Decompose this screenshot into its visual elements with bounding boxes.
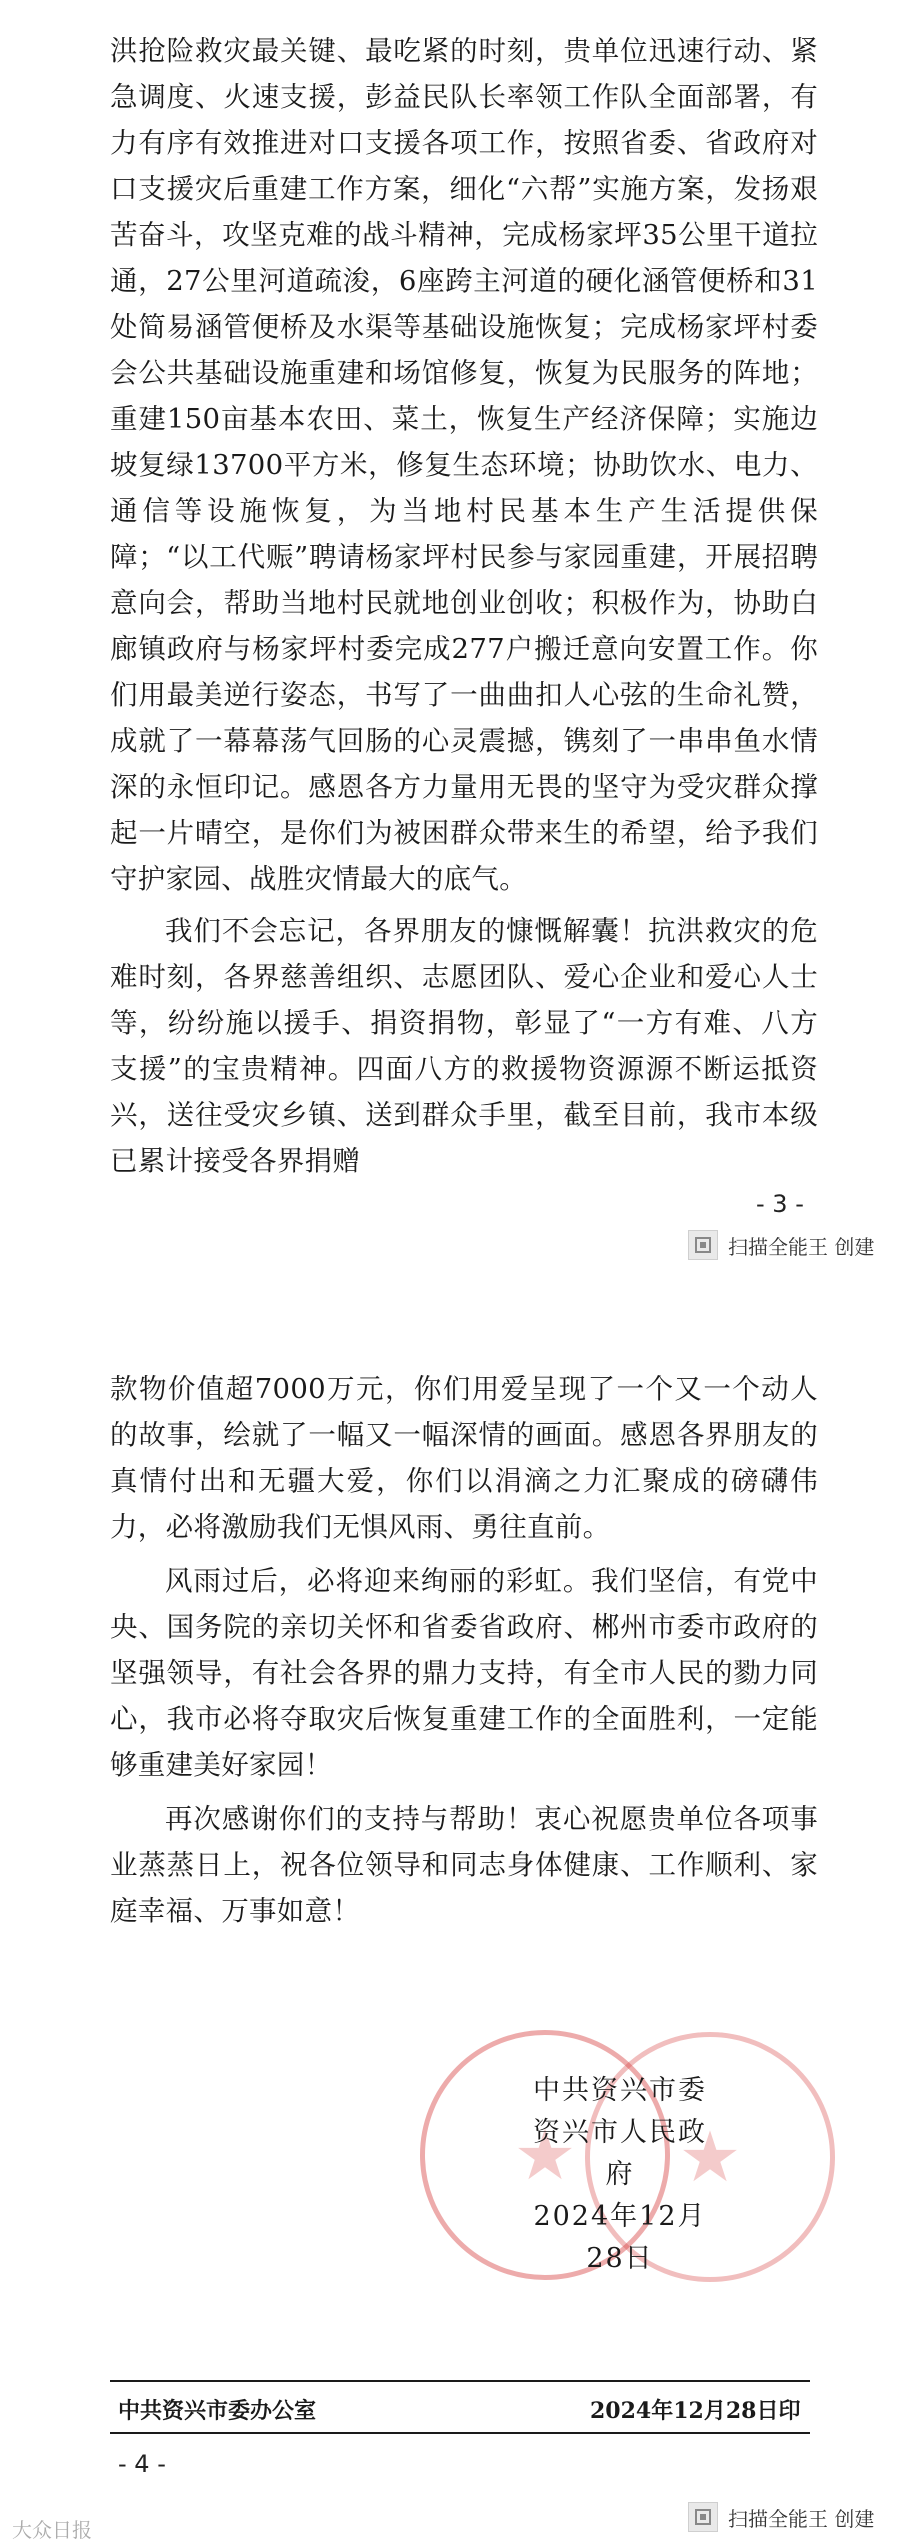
page4-body bbox=[110, 1366, 818, 1934]
camscanner-icon bbox=[688, 1230, 718, 1260]
signature-party-committee: 中共资兴市委 bbox=[533, 2075, 707, 2106]
document-page-4 bbox=[0, 1290, 900, 2546]
footer-bottom-rule bbox=[110, 2432, 810, 2434]
scanner-watermark bbox=[688, 2502, 874, 2532]
media-logo: 大众日报 bbox=[12, 2518, 92, 2542]
page-number: - 4 - bbox=[118, 2450, 166, 2478]
signature-date: 2024年12月28日 bbox=[533, 2201, 707, 2274]
signature-government: 资兴市人民政府 bbox=[533, 2117, 707, 2190]
page3-paragraph-1: 洪抢险救灾最关键、最吃紧的时刻，贵单位迅速行动、紧急调度、火速支援，彭益民队长率领工作队全面部署，有力有序有效推进对口支援各项工作，按照省委、省政府对口支援灾后重建工作方案，细化“六帮”实施方案，发扬艰苦奋斗，攻坚克难的战斗精神，完成杨家坪35公里干道拉通，27公里河道疏浚，6座跨主河道的硬化涵管便桥和31处简易涵管便桥及水渠等基础设施恢复；完成杨家坪村委会公共基础设施重建和场馆修复，恢复为民服务的阵地；重建150亩基本农田、菜土，恢复生产经济保障；实施边坡复绿13700平方米，修复生态环境；协助饮水、电力、通信等设施恢复，为当地村民基本生产生活提供保障；“以工代赈”聘请杨家坪村民参与家园重建，开展招聘意向会，帮助当地村民就地创业创收；积极作为，协助白廊镇政府与杨家坪村委完成277户搬迁意向安置工作。你们用最美逆行姿态，书写了一曲曲扣人心弦的生命礼赞，成就了一幕幕荡气回肠的心灵震撼，镌刻了一串串鱼水情深的永恒印记。感恩各方力量用无畏的坚守为受灾群众撑起一片晴空，是你们为被困群众带来生的希望，给予我们守护家园、战胜灾情最大的底气。 bbox=[110, 35, 818, 895]
page4-paragraph-2: 风雨过后，必将迎来绚丽的彩虹。我们坚信，有党中央、国务院的亲切关怀和省委省政府、郴州市委市政府的坚强领导，有社会各界的鼎力支持，有全市人民的勠力同心，我市必将夺取灾后恢复重建工作的全面胜利，一定能够重建美好家园！ bbox=[110, 1565, 818, 1781]
footer-top-rule bbox=[110, 2380, 810, 2382]
footer-print-date: 2024年12月28日印 bbox=[590, 2398, 801, 2424]
seal-star-icon: ★ bbox=[513, 2114, 577, 2196]
page3-body bbox=[110, 28, 818, 1184]
seal-star-icon: ★ bbox=[678, 2116, 742, 2198]
scanner-watermark bbox=[688, 1230, 874, 1260]
page3-paragraph-2: 我们不会忘记，各界朋友的慷慨解囊！抗洪救灾的危难时刻，各界慈善组织、志愿团队、爱心企业和爱心人士等，纷纷施以援手、捐资捐物，彰显了“一方有难、八方支援”的宝贵精神。四面八方的救援物资源源不断运抵资兴，送往受灾乡镇、送到群众手里，截至目前，我市本级已累计接受各界捐赠 bbox=[110, 915, 818, 1177]
page4-paragraph-3: 再次感谢你们的支持与帮助！衷心祝愿贵单位各项事业蒸蒸日上，祝各位领导和同志身体健康、工作顺利、家庭幸福、万事如意！ bbox=[110, 1803, 818, 1927]
signature-block bbox=[520, 2070, 720, 2280]
page4-paragraph-1: 款物价值超7000万元，你们用爱呈现了一个又一个动人的故事，绘就了一幅又一幅深情的画面。感恩各界朋友的真情付出和无疆大爱，你们以涓滴之力汇聚成的磅礴伟力，必将激励我们无惧风雨、勇往直前。 bbox=[110, 1373, 818, 1543]
page-number: - 3 - bbox=[756, 1190, 804, 1218]
watermark-text: 扫描全能王 创建 bbox=[728, 2506, 875, 2531]
camscanner-icon bbox=[688, 2502, 718, 2532]
footer-issuer: 中共资兴市委办公室 bbox=[118, 2398, 317, 2424]
watermark-text: 扫描全能王 创建 bbox=[728, 1234, 875, 1259]
